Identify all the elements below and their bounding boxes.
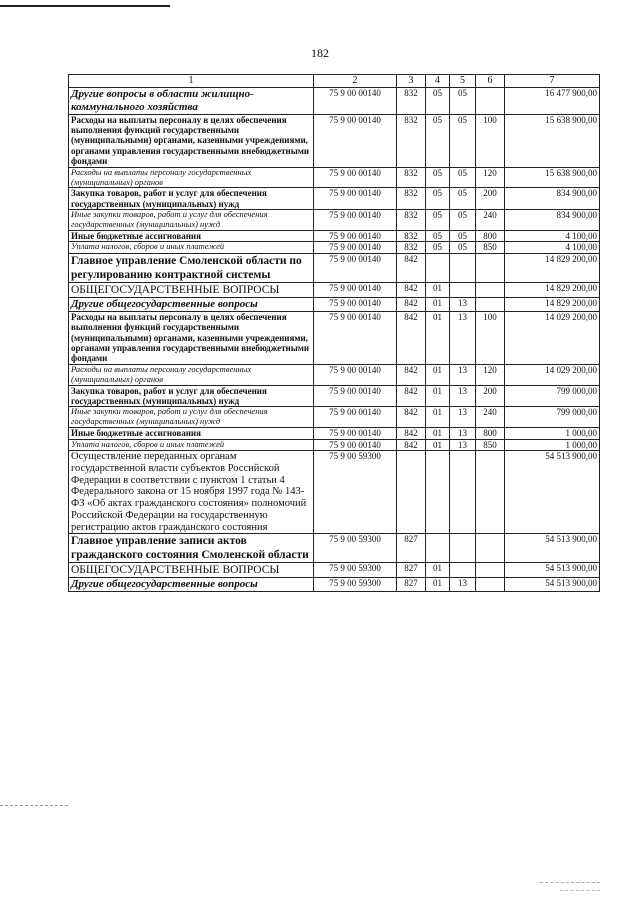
subsection-cell: 13 — [450, 385, 476, 407]
admin-code-cell: 827 — [397, 534, 426, 563]
table-row — [69, 563, 600, 578]
admin-code-cell — [397, 451, 426, 534]
amount-cell: 16 477 900,00 — [505, 88, 600, 115]
section-cell: 01 — [426, 282, 450, 297]
subsection-cell — [450, 282, 476, 297]
section-cell: 05 — [426, 188, 450, 210]
subsection-cell: 13 — [450, 297, 476, 311]
program-code-cell: 75 9 00 00140 — [314, 407, 397, 428]
table-row — [69, 534, 600, 563]
row-name-cell: Закупка товаров, работ и услуг для обеспечения государственных (муниципальных) нужд — [69, 188, 314, 210]
subsection-cell: 13 — [450, 311, 476, 364]
program-code-cell: 75 9 00 00140 — [314, 439, 397, 450]
header-cell: 6 — [476, 75, 505, 88]
amount-cell: 1 000,00 — [505, 428, 600, 439]
row-name-cell: ОБЩЕГОСУДАРСТВЕННЫЕ ВОПРОСЫ — [69, 563, 314, 578]
row-name-cell: Уплата налогов, сборов и иных платежей — [69, 242, 314, 253]
table-row — [69, 364, 600, 385]
section-cell — [426, 253, 450, 282]
program-code-cell: 75 9 00 59300 — [314, 451, 397, 534]
subsection-cell: 13 — [450, 439, 476, 450]
amount-cell: 14 829 200,00 — [505, 297, 600, 311]
subsection-cell: 05 — [450, 88, 476, 115]
program-code-cell: 75 9 00 00140 — [314, 297, 397, 311]
amount-cell: 15 638 900,00 — [505, 114, 600, 167]
subsection-cell: 05 — [450, 210, 476, 231]
program-code-cell: 75 9 00 00140 — [314, 231, 397, 242]
expense-type-cell: 850 — [476, 242, 505, 253]
expense-type-cell: 800 — [476, 231, 505, 242]
expense-type-cell: 850 — [476, 439, 505, 450]
amount-cell: 4 100,00 — [505, 231, 600, 242]
admin-code-cell: 842 — [397, 311, 426, 364]
subsection-cell: 13 — [450, 578, 476, 592]
program-code-cell: 75 9 00 59300 — [314, 563, 397, 578]
program-code-cell: 75 9 00 00140 — [314, 167, 397, 188]
admin-code-cell: 842 — [397, 407, 426, 428]
expense-type-cell — [476, 578, 505, 592]
subsection-cell: 05 — [450, 167, 476, 188]
table-row — [69, 297, 600, 311]
table-row — [69, 88, 600, 115]
subsection-cell — [450, 451, 476, 534]
amount-cell: 4 100,00 — [505, 242, 600, 253]
row-name-cell: Иные бюджетные ассигнования — [69, 231, 314, 242]
program-code-cell: 75 9 00 00140 — [314, 311, 397, 364]
table-row — [69, 188, 600, 210]
program-code-cell: 75 9 00 00140 — [314, 88, 397, 115]
subsection-cell: 13 — [450, 428, 476, 439]
table-row — [69, 407, 600, 428]
footer-mark — [540, 882, 600, 883]
page-number: 182 — [311, 46, 329, 60]
header-cell: 1 — [69, 75, 314, 88]
section-cell: 01 — [426, 563, 450, 578]
admin-code-cell: 832 — [397, 88, 426, 115]
header-cell: 7 — [505, 75, 600, 88]
section-cell: 01 — [426, 364, 450, 385]
section-cell: 05 — [426, 88, 450, 115]
budget-table — [68, 74, 600, 592]
section-cell: 01 — [426, 407, 450, 428]
program-code-cell: 75 9 00 00140 — [314, 242, 397, 253]
section-cell: 01 — [426, 385, 450, 407]
program-code-cell: 75 9 00 00140 — [314, 188, 397, 210]
amount-cell: 1 000,00 — [505, 439, 600, 450]
program-code-cell: 75 9 00 59300 — [314, 578, 397, 592]
section-cell: 01 — [426, 428, 450, 439]
table-row — [69, 428, 600, 439]
table-row — [69, 167, 600, 188]
expense-type-cell — [476, 563, 505, 578]
amount-cell: 834 900,00 — [505, 210, 600, 231]
row-name-cell: ОБЩЕГОСУДАРСТВЕННЫЕ ВОПРОСЫ — [69, 282, 314, 297]
amount-cell: 15 638 900,00 — [505, 167, 600, 188]
header-cell: 3 — [397, 75, 426, 88]
footer-mark — [560, 890, 600, 891]
section-cell: 01 — [426, 439, 450, 450]
section-cell: 01 — [426, 311, 450, 364]
table-row — [69, 451, 600, 534]
admin-code-cell: 842 — [397, 364, 426, 385]
program-code-cell: 75 9 00 59300 — [314, 534, 397, 563]
amount-cell: 799 000,00 — [505, 385, 600, 407]
admin-code-cell: 842 — [397, 282, 426, 297]
subsection-cell: 05 — [450, 188, 476, 210]
section-cell: 05 — [426, 167, 450, 188]
expense-type-cell — [476, 282, 505, 297]
table-row — [69, 578, 600, 592]
amount-cell: 834 900,00 — [505, 188, 600, 210]
admin-code-cell: 842 — [397, 439, 426, 450]
expense-type-cell: 120 — [476, 167, 505, 188]
top-rule — [0, 5, 170, 7]
expense-type-cell — [476, 253, 505, 282]
header-cell: 4 — [426, 75, 450, 88]
program-code-cell: 75 9 00 00140 — [314, 282, 397, 297]
section-cell — [426, 534, 450, 563]
table-row — [69, 282, 600, 297]
header-cell: 2 — [314, 75, 397, 88]
section-cell: 01 — [426, 297, 450, 311]
table-row — [69, 114, 600, 167]
expense-type-cell: 100 — [476, 114, 505, 167]
program-code-cell: 75 9 00 00140 — [314, 364, 397, 385]
section-cell: 05 — [426, 231, 450, 242]
expense-type-cell: 800 — [476, 428, 505, 439]
expense-type-cell: 100 — [476, 311, 505, 364]
expense-type-cell: 200 — [476, 385, 505, 407]
program-code-cell: 75 9 00 00140 — [314, 253, 397, 282]
amount-cell: 799 000,00 — [505, 407, 600, 428]
expense-type-cell: 200 — [476, 188, 505, 210]
amount-cell: 14 829 200,00 — [505, 253, 600, 282]
section-cell: 05 — [426, 210, 450, 231]
row-name-cell: Расходы на выплаты персоналу государственных (муниципальных) органов — [69, 167, 314, 188]
expense-type-cell — [476, 297, 505, 311]
admin-code-cell: 842 — [397, 253, 426, 282]
section-cell — [426, 451, 450, 534]
program-code-cell: 75 9 00 00140 — [314, 385, 397, 407]
amount-cell: 14 029 200,00 — [505, 364, 600, 385]
admin-code-cell: 832 — [397, 167, 426, 188]
section-cell: 05 — [426, 114, 450, 167]
row-name-cell: Расходы на выплаты персоналу в целях обеспечения выполнения функций государственными (муниципальными) органами, казенными учреждениями, органами управления государственными внебюджетными фондами — [69, 311, 314, 364]
subsection-cell — [450, 563, 476, 578]
amount-cell: 14 029 200,00 — [505, 311, 600, 364]
admin-code-cell: 832 — [397, 114, 426, 167]
column-header-row — [69, 75, 600, 88]
row-name-cell: Иные бюджетные ассигнования — [69, 428, 314, 439]
margin-dash-line — [0, 805, 68, 806]
table-row — [69, 253, 600, 282]
subsection-cell — [450, 534, 476, 563]
subsection-cell: 13 — [450, 407, 476, 428]
table-row — [69, 231, 600, 242]
amount-cell: 54 513 900,00 — [505, 534, 600, 563]
row-name-cell: Осуществление переданных органам государственной власти субъектов Российской Федерации в соответствии с пунктом 1 статьи 4 Федерального закона от 15 ноября 1997 года № 143-ФЗ «Об актах гражданского состояния» полномочий Российской Федерации на государственную регистрацию актов гражданского состояния — [69, 451, 314, 534]
subsection-cell: 13 — [450, 364, 476, 385]
subsection-cell: 05 — [450, 242, 476, 253]
table-row — [69, 385, 600, 407]
program-code-cell: 75 9 00 00140 — [314, 114, 397, 167]
subsection-cell: 05 — [450, 114, 476, 167]
row-name-cell: Иные закупки товаров, работ и услуг для обеспечения государственных (муниципальных) нужд — [69, 210, 314, 231]
expense-type-cell — [476, 88, 505, 115]
section-cell: 01 — [426, 578, 450, 592]
row-name-cell: Расходы на выплаты персоналу в целях обеспечения выполнения функций государственными (муниципальными) органами, казенными учреждениями, органами управления государственными внебюджетными фондами — [69, 114, 314, 167]
table-row — [69, 439, 600, 450]
subsection-cell — [450, 253, 476, 282]
table-row — [69, 311, 600, 364]
admin-code-cell: 842 — [397, 428, 426, 439]
row-name-cell: Главное управление записи актов гражданского состояния Смоленской области — [69, 534, 314, 563]
row-name-cell: Другие вопросы в области жилищно-коммунального хозяйства — [69, 88, 314, 115]
admin-code-cell: 832 — [397, 231, 426, 242]
row-name-cell: Другие общегосударственные вопросы — [69, 297, 314, 311]
row-name-cell: Главное управление Смоленской области по регулированию контрактной системы — [69, 253, 314, 282]
row-name-cell: Другие общегосударственные вопросы — [69, 578, 314, 592]
amount-cell: 14 829 200,00 — [505, 282, 600, 297]
row-name-cell: Уплата налогов, сборов и иных платежей — [69, 439, 314, 450]
admin-code-cell: 832 — [397, 242, 426, 253]
table-row — [69, 242, 600, 253]
admin-code-cell: 832 — [397, 188, 426, 210]
table-row — [69, 210, 600, 231]
expense-type-cell — [476, 451, 505, 534]
admin-code-cell: 832 — [397, 210, 426, 231]
program-code-cell: 75 9 00 00140 — [314, 428, 397, 439]
admin-code-cell: 827 — [397, 578, 426, 592]
expense-type-cell: 240 — [476, 210, 505, 231]
row-name-cell: Иные закупки товаров, работ и услуг для обеспечения государственных (муниципальных) нужд — [69, 407, 314, 428]
amount-cell: 54 513 900,00 — [505, 563, 600, 578]
subsection-cell: 05 — [450, 231, 476, 242]
expense-type-cell: 120 — [476, 364, 505, 385]
header-cell: 5 — [450, 75, 476, 88]
admin-code-cell: 842 — [397, 385, 426, 407]
amount-cell: 54 513 900,00 — [505, 578, 600, 592]
amount-cell: 54 513 900,00 — [505, 451, 600, 534]
admin-code-cell: 842 — [397, 297, 426, 311]
admin-code-cell: 827 — [397, 563, 426, 578]
expense-type-cell: 240 — [476, 407, 505, 428]
program-code-cell: 75 9 00 00140 — [314, 210, 397, 231]
row-name-cell: Расходы на выплаты персоналу государственных (муниципальных) органов — [69, 364, 314, 385]
row-name-cell: Закупка товаров, работ и услуг для обеспечения государственных (муниципальных) нужд — [69, 385, 314, 407]
section-cell: 05 — [426, 242, 450, 253]
expense-type-cell — [476, 534, 505, 563]
